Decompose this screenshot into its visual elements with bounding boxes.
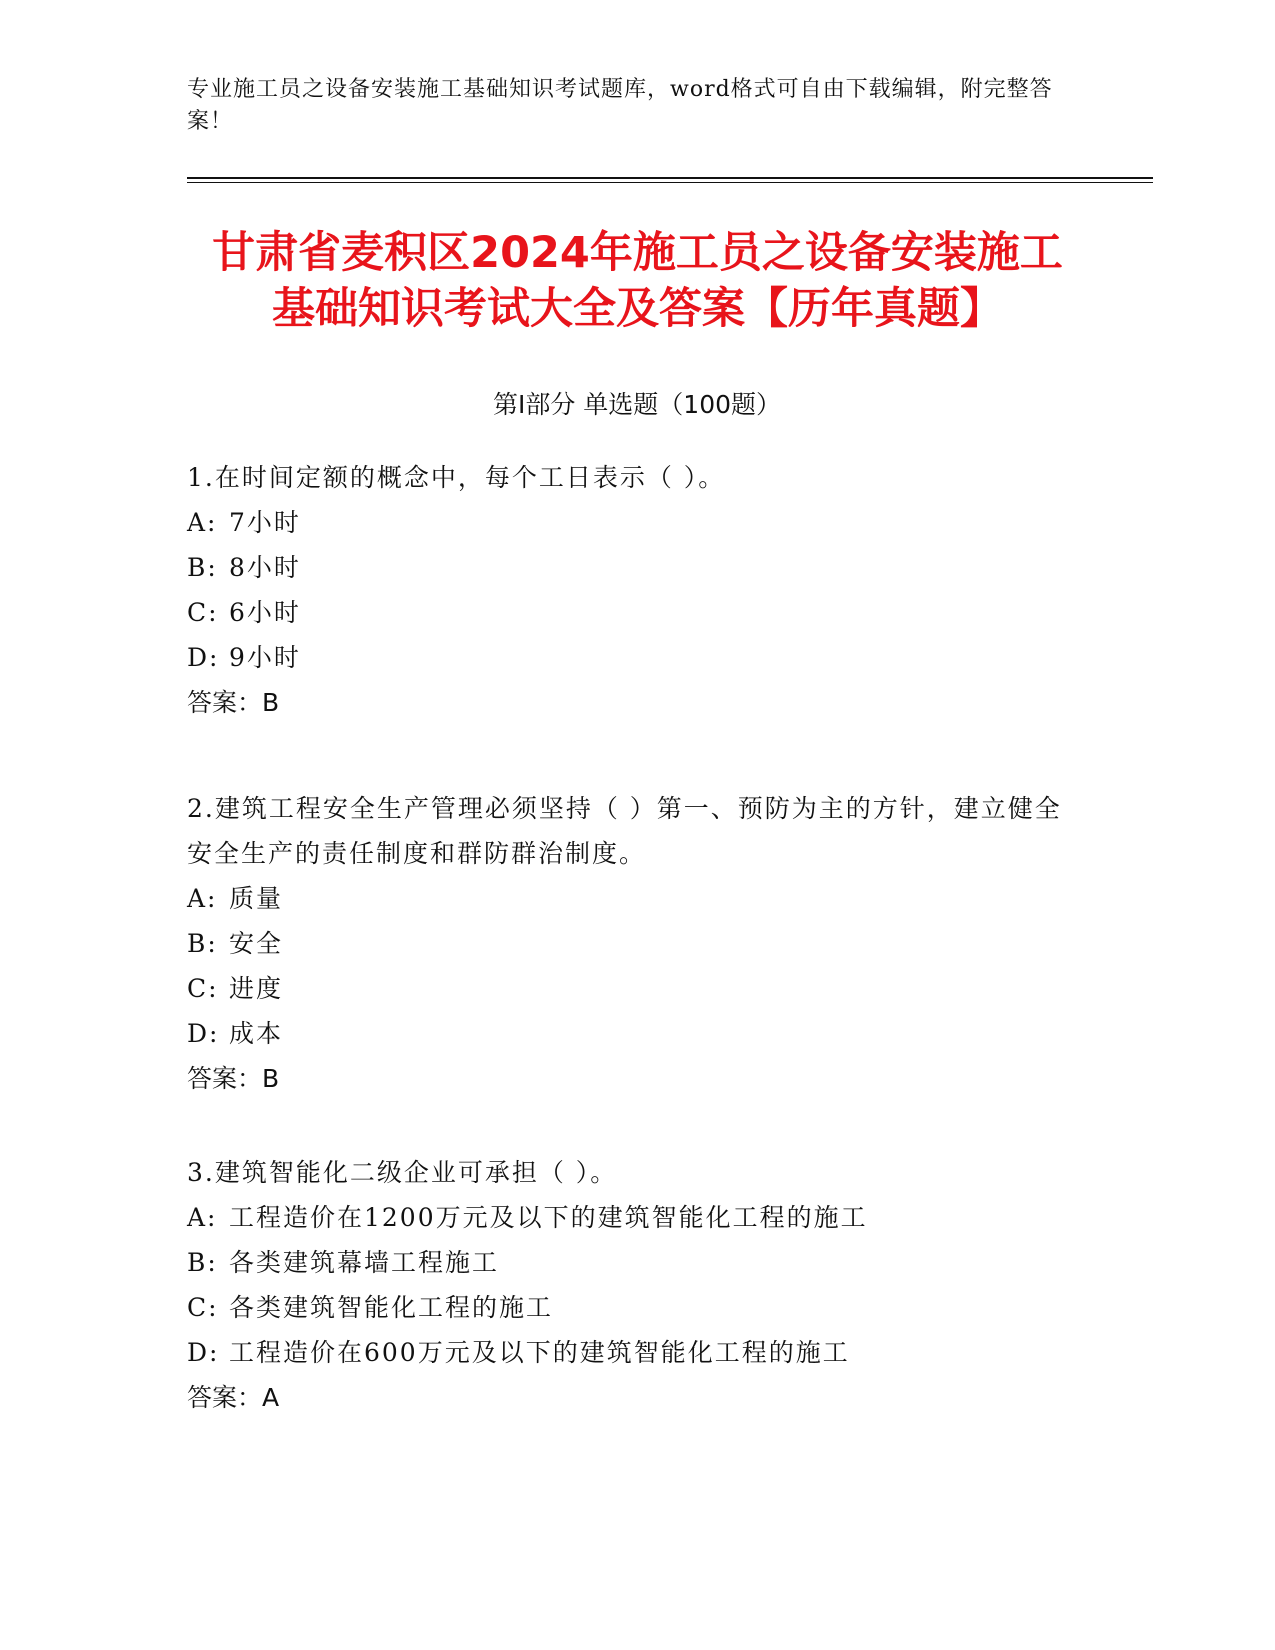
option-key: D: [187, 1019, 220, 1048]
question-stem: 2.建筑工程安全生产管理必须坚持（ ）第一、预防为主的方针，建立健全安全生产的责任制度和群防群治制度。 [187, 794, 1062, 868]
option-text: 进度 [229, 974, 284, 1003]
option-text: 7小时 [229, 508, 301, 537]
header-rule-thin [187, 182, 1153, 183]
option-key: D: [187, 1338, 220, 1367]
answer: 答案：A [187, 1383, 280, 1412]
answer: 答案：B [187, 688, 280, 717]
option-key: C: [187, 598, 219, 627]
document-title [150, 225, 1125, 337]
option-text: 各类建筑智能化工程的施工 [229, 1293, 554, 1322]
option-key: D: [187, 643, 220, 672]
answer: 答案：B [187, 1064, 280, 1093]
section-heading: 第Ⅰ部分 单选题（100题） [492, 390, 782, 419]
option-text: 各类建筑幕墙工程施工 [229, 1248, 500, 1277]
option-key: B: [187, 553, 218, 582]
title-line-2: 基础知识考试大全及答案【历年真题】 [272, 284, 1003, 334]
option-a [187, 500, 1087, 545]
option-d [187, 1011, 1087, 1056]
option-text: 6小时 [229, 598, 301, 627]
question-2 [187, 786, 1087, 1101]
option-text: 安全 [229, 929, 284, 958]
question-stem: 1.在时间定额的概念中，每个工日表示（ ）。 [187, 463, 726, 492]
option-a [187, 876, 1087, 921]
option-key: C: [187, 1293, 219, 1322]
option-key: C: [187, 974, 219, 1003]
option-text: 成本 [229, 1019, 284, 1048]
option-text: 质量 [229, 884, 284, 913]
header-note: 专业施工员之设备安装施工基础知识考试题库，word格式可自由下载编辑，附完整答案！ [187, 77, 1053, 134]
option-c [187, 1285, 1087, 1330]
option-key: B: [187, 929, 218, 958]
option-text: 8小时 [229, 553, 301, 582]
option-text: 工程造价在1200万元及以下的建筑智能化工程的施工 [229, 1203, 868, 1232]
question-3 [187, 1150, 1087, 1420]
option-b [187, 545, 1087, 590]
option-d [187, 635, 1087, 680]
option-b [187, 921, 1087, 966]
option-key: B: [187, 1248, 218, 1277]
option-key: A: [187, 884, 218, 913]
option-key: A: [187, 1203, 218, 1232]
option-c [187, 590, 1087, 635]
option-c [187, 966, 1087, 1011]
option-d [187, 1330, 1087, 1375]
title-line-1: 甘肃省麦积区2024年施工员之设备安装施工 [212, 228, 1063, 278]
option-b [187, 1240, 1087, 1285]
option-key: A: [187, 508, 218, 537]
option-text: 工程造价在600万元及以下的建筑智能化工程的施工 [229, 1338, 850, 1367]
header-rule-thick [187, 177, 1153, 179]
question-stem: 3.建筑智能化二级企业可承担（ ）。 [187, 1158, 618, 1187]
option-text: 9小时 [229, 643, 301, 672]
option-a [187, 1195, 1087, 1240]
question-1 [187, 455, 1087, 725]
